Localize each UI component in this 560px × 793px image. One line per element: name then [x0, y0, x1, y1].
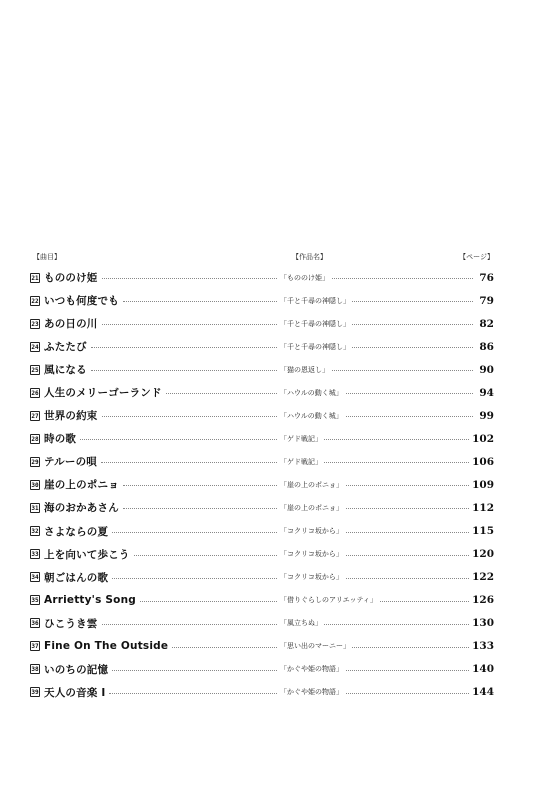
song-title: テルーの唄	[44, 456, 97, 469]
track-number-badge: 24	[31, 343, 39, 351]
toc-entry[interactable]	[30, 381, 494, 404]
work-name: 「崖の上のポニョ」	[280, 503, 343, 512]
track-number-badge: 38	[31, 666, 39, 674]
work-name: 「千と千尋の神隠し」	[280, 296, 350, 305]
page-number: 86	[479, 340, 494, 353]
page-number: 109	[472, 478, 494, 491]
toc-entry[interactable]	[30, 473, 494, 496]
track-number-badge: 37	[31, 643, 39, 651]
toc-entry[interactable]	[30, 681, 494, 704]
song-title: 風になる	[44, 364, 87, 377]
page-number: 130	[472, 617, 494, 630]
toc-entry[interactable]	[30, 312, 494, 335]
song-title: Arrietty's Song	[44, 594, 136, 607]
track-number-badge: 25	[31, 366, 39, 374]
toc-entry[interactable]	[30, 612, 494, 635]
song-title: 崖の上のポニョ	[44, 479, 119, 492]
work-name: 「風立ちぬ」	[280, 619, 322, 628]
table-of-contents	[30, 252, 494, 704]
page-number: 120	[472, 548, 494, 561]
work-name: 「かぐや姫の物語」	[280, 665, 343, 674]
toc-entry[interactable]	[30, 566, 494, 589]
page-number: 82	[479, 317, 494, 330]
page-number: 90	[479, 363, 494, 376]
song-title: 人生のメリーゴーランド	[44, 387, 162, 400]
work-name: 「千と千尋の神隠し」	[280, 319, 350, 328]
track-number-badge: 29	[31, 458, 39, 466]
page-number: 79	[479, 294, 494, 307]
song-title: もののけ姫	[44, 272, 98, 285]
song-title: ひこうき雲	[44, 617, 98, 630]
song-title: いのちの記憶	[44, 663, 109, 676]
work-name: 「借りぐらしのアリエッティ」	[280, 596, 377, 605]
page-number: 106	[472, 455, 494, 468]
track-number-badge: 22	[31, 297, 39, 305]
toc-entry[interactable]	[30, 520, 494, 543]
page-number: 144	[472, 686, 494, 699]
song-title: 天人の音楽 I	[44, 686, 106, 699]
track-number-badge: 33	[31, 551, 39, 559]
track-number-badge: 39	[31, 689, 39, 697]
page-number: 112	[472, 501, 494, 514]
song-title: いつも何度でも	[44, 295, 119, 308]
work-name: 「猫の恩返し」	[280, 365, 329, 374]
toc-entry[interactable]	[30, 635, 494, 658]
song-title: Fine On The Outside	[44, 640, 169, 653]
page-number: 115	[472, 525, 494, 538]
toc-entry[interactable]	[30, 427, 494, 450]
track-number-badge: 31	[31, 504, 39, 512]
work-name: 「崖の上のポニョ」	[280, 480, 343, 489]
track-number-badge: 32	[31, 528, 39, 536]
track-number-badge: 23	[31, 320, 39, 328]
page-number: 94	[479, 386, 494, 399]
work-name: 「もののけ姫」	[280, 273, 329, 282]
toc-entry[interactable]	[30, 589, 494, 612]
page-number: 99	[479, 409, 494, 422]
page-number: 140	[472, 663, 494, 676]
toc-list	[30, 266, 494, 704]
song-title: 朝ごはんの歌	[44, 571, 109, 584]
page-number: 122	[472, 571, 494, 584]
song-title: さよならの夏	[44, 525, 109, 538]
toc-entry[interactable]	[30, 450, 494, 473]
track-number-badge: 26	[31, 389, 39, 397]
column-header-title: 【曲目】	[33, 253, 61, 261]
track-number-badge: 21	[31, 274, 39, 282]
track-number-badge: 30	[31, 481, 39, 489]
dotted-leader	[80, 439, 469, 440]
work-name: 「千と千尋の神隠し」	[280, 342, 350, 351]
song-title: 世界の約束	[44, 410, 98, 423]
toc-entry[interactable]	[30, 335, 494, 358]
toc-entry[interactable]	[30, 658, 494, 681]
page-number: 76	[479, 271, 494, 284]
track-number-badge: 35	[31, 597, 39, 605]
toc-entry[interactable]	[30, 404, 494, 427]
page-number: 102	[472, 432, 494, 445]
work-name: 「ゲド戦記」	[280, 457, 322, 466]
column-header-page: 【ページ】	[459, 253, 494, 261]
track-number-badge: 36	[31, 620, 39, 628]
track-number-badge: 27	[31, 412, 39, 420]
song-title: 上を向いて歩こう	[44, 548, 130, 561]
work-name: 「コクリコ坂から」	[280, 550, 343, 559]
track-number-badge: 34	[31, 574, 39, 582]
track-number-badge: 28	[31, 435, 39, 443]
toc-entry[interactable]	[30, 543, 494, 566]
toc-header	[30, 252, 494, 266]
toc-entry[interactable]	[30, 496, 494, 519]
work-name: 「コクリコ坂から」	[280, 573, 343, 582]
work-name: 「ゲド戦記」	[280, 434, 322, 443]
work-name: 「ハウルの動く城」	[280, 388, 343, 397]
work-name: 「ハウルの動く城」	[280, 411, 343, 420]
toc-entry[interactable]	[30, 289, 494, 312]
song-title: あの日の川	[44, 318, 98, 331]
column-header-work: 【作品名】	[292, 253, 327, 261]
page-number: 133	[472, 640, 494, 653]
song-title: ふたたび	[44, 341, 87, 354]
song-title: 海のおかあさん	[44, 502, 119, 515]
work-name: 「思い出のマーニー」	[280, 642, 350, 651]
work-name: 「コクリコ坂から」	[280, 527, 343, 536]
song-title: 時の歌	[44, 433, 77, 446]
work-name: 「かぐや姫の物語」	[280, 688, 343, 697]
toc-entry[interactable]	[30, 266, 494, 289]
toc-entry[interactable]	[30, 358, 494, 381]
page-number: 126	[472, 594, 494, 607]
